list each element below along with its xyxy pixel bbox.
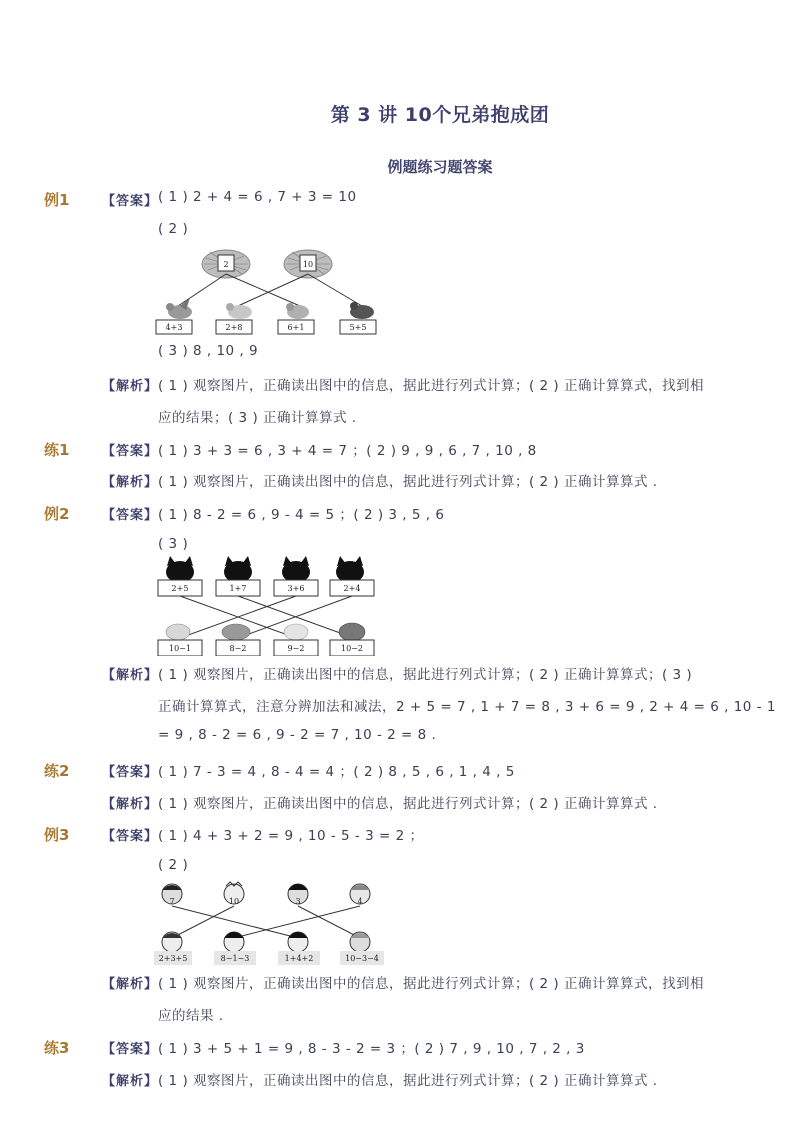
answer-line: ( 1 ) 3 + 3 = 6 , 3 + 4 = 7 ；( 2 ) 9 , 9 , 6 , 7 , 10 , 8 <box>158 443 537 459</box>
card-label: 2+8 <box>225 323 243 332</box>
fish-icon <box>339 623 365 641</box>
page-title: 第 3 讲 10个兄弟抱成团 <box>330 104 550 126</box>
target-number: 10 <box>302 260 314 269</box>
section-label-pr3: 练3 <box>44 1039 70 1057</box>
card-label: 10−3−4 <box>345 954 379 963</box>
analysis-line: = 9 , 8 - 2 = 6 , 9 - 2 = 7 , 10 - 2 = 8 . <box>158 727 437 743</box>
target-number: 2 <box>223 260 229 269</box>
analysis-tag: 【解析】 <box>102 977 159 992</box>
section-label-ex3: 例3 <box>44 826 70 844</box>
answer-line: ( 1 ) 7 - 3 = 4 , 8 - 4 = 4 ；( 2 ) 8 , 5 , 6 , 1 , 4 , 5 <box>158 764 515 780</box>
analysis-tag: 【解析】 <box>102 797 159 812</box>
analysis-line: ( 1 ) 观察图片，正确读出图中的信息，据此进行列式计算；( 2 ) 正确计算算式；( 3 ) <box>158 667 693 683</box>
analysis-line: ( 1 ) 观察图片，正确读出图中的信息，据此进行列式计算；( 2 ) 正确计算算式，找到相 <box>158 378 704 394</box>
card-label: 10−1 <box>169 644 191 653</box>
analysis-line: ( 1 ) 观察图片，正确读出图中的信息，据此进行列式计算；( 2 ) 正确计算算式 . <box>158 474 658 490</box>
card-label: 6+1 <box>287 323 305 332</box>
answer-tag: 【答案】 <box>102 508 159 523</box>
card-label: 8−2 <box>229 644 247 653</box>
card-label: 9−2 <box>287 644 305 653</box>
section-label-ex1: 例1 <box>44 191 70 209</box>
card-label: 5+5 <box>349 323 367 332</box>
answer-tag: 【答案】 <box>102 444 159 459</box>
answer-line: ( 1 ) 8 - 2 = 6 , 9 - 4 = 5 ；( 2 ) 3 , 5 , 6 <box>158 507 445 523</box>
analysis-line: ( 1 ) 观察图片，正确读出图中的信息，据此进行列式计算；( 2 ) 正确计算算式，找到相 <box>158 976 704 992</box>
answer-tag: 【答案】 <box>102 194 159 209</box>
card-label: 2+5 <box>171 584 189 593</box>
top-number: 3 <box>295 897 301 906</box>
child-face-icon <box>350 932 370 952</box>
answer-tag: 【答案】 <box>102 829 159 844</box>
card-label: 2+4 <box>343 584 361 593</box>
cat-icon <box>224 556 252 583</box>
bird-icon <box>166 298 192 319</box>
cat-icon <box>336 556 364 583</box>
analysis-tag: 【解析】 <box>102 379 159 394</box>
analysis-line: 应的结果 . <box>158 1008 224 1024</box>
fish-icon <box>222 624 250 640</box>
card-label: 1+7 <box>229 584 247 593</box>
bird-icon <box>350 302 374 319</box>
section-label-pr1: 练1 <box>44 441 70 459</box>
analysis-tag: 【解析】 <box>102 475 159 490</box>
answer-line: ( 1 ) 3 + 5 + 1 = 9 , 8 - 3 - 2 = 3 ；( 2 ) 7 , 9 , 10 , 7 , 2 , 3 <box>158 1041 585 1057</box>
section-label-ex2: 例2 <box>44 505 70 523</box>
answer-line: ( 3 ) 8 , 10 , 9 <box>158 343 259 359</box>
child-face-icon <box>288 932 308 952</box>
card-label: 4+3 <box>165 323 183 332</box>
analysis-tag: 【解析】 <box>102 668 159 683</box>
fish-icon <box>166 624 190 640</box>
figure-kids-match <box>150 880 390 966</box>
answer-line: ( 2 ) <box>158 221 189 237</box>
answer-tag: 【答案】 <box>102 765 159 780</box>
bird-icon <box>286 303 309 319</box>
analysis-line: 应的结果；( 3 ) 正确计算算式 . <box>158 410 357 426</box>
top-number: 7 <box>169 897 175 906</box>
child-face-icon <box>162 932 182 952</box>
card-label: 10−2 <box>341 644 363 653</box>
card-label: 3+6 <box>287 584 305 593</box>
section-label-pr2: 练2 <box>44 762 70 780</box>
answer-line: ( 2 ) <box>158 857 189 873</box>
answer-line: ( 1 ) 4 + 3 + 2 = 9 , 10 - 5 - 3 = 2 ； <box>158 828 424 844</box>
top-number: 10 <box>228 897 240 906</box>
analysis-line: ( 1 ) 观察图片，正确读出图中的信息，据此进行列式计算；( 2 ) 正确计算算式 . <box>158 1073 658 1089</box>
figure-cats-fish <box>150 556 390 656</box>
card-label: 1+4+2 <box>284 954 314 963</box>
page-subtitle: 例题练习题答案 <box>387 158 493 176</box>
answer-line: ( 3 ) <box>158 536 189 552</box>
figure-birds-nests <box>150 244 390 338</box>
card-label: 8−1−3 <box>220 954 250 963</box>
cat-icon <box>282 556 310 583</box>
fish-icon <box>284 624 308 640</box>
child-face-icon <box>224 932 244 952</box>
answer-line: ( 1 ) 2 + 4 = 6 , 7 + 3 = 10 <box>158 189 357 205</box>
answer-tag: 【答案】 <box>102 1042 159 1057</box>
analysis-tag: 【解析】 <box>102 1074 159 1089</box>
bird-icon <box>226 303 252 319</box>
cat-icon <box>166 556 194 583</box>
analysis-line: ( 1 ) 观察图片，正确读出图中的信息，据此进行列式计算；( 2 ) 正确计算算式 . <box>158 796 658 812</box>
top-number: 4 <box>357 897 363 906</box>
analysis-line: 正确计算算式，注意分辨加法和减法，2 + 5 = 7 , 1 + 7 = 8 , 3 + 6 = 9 , 2 + 4 = 6 , 10 - 1 <box>158 699 776 715</box>
card-label: 2+3+5 <box>158 954 188 963</box>
